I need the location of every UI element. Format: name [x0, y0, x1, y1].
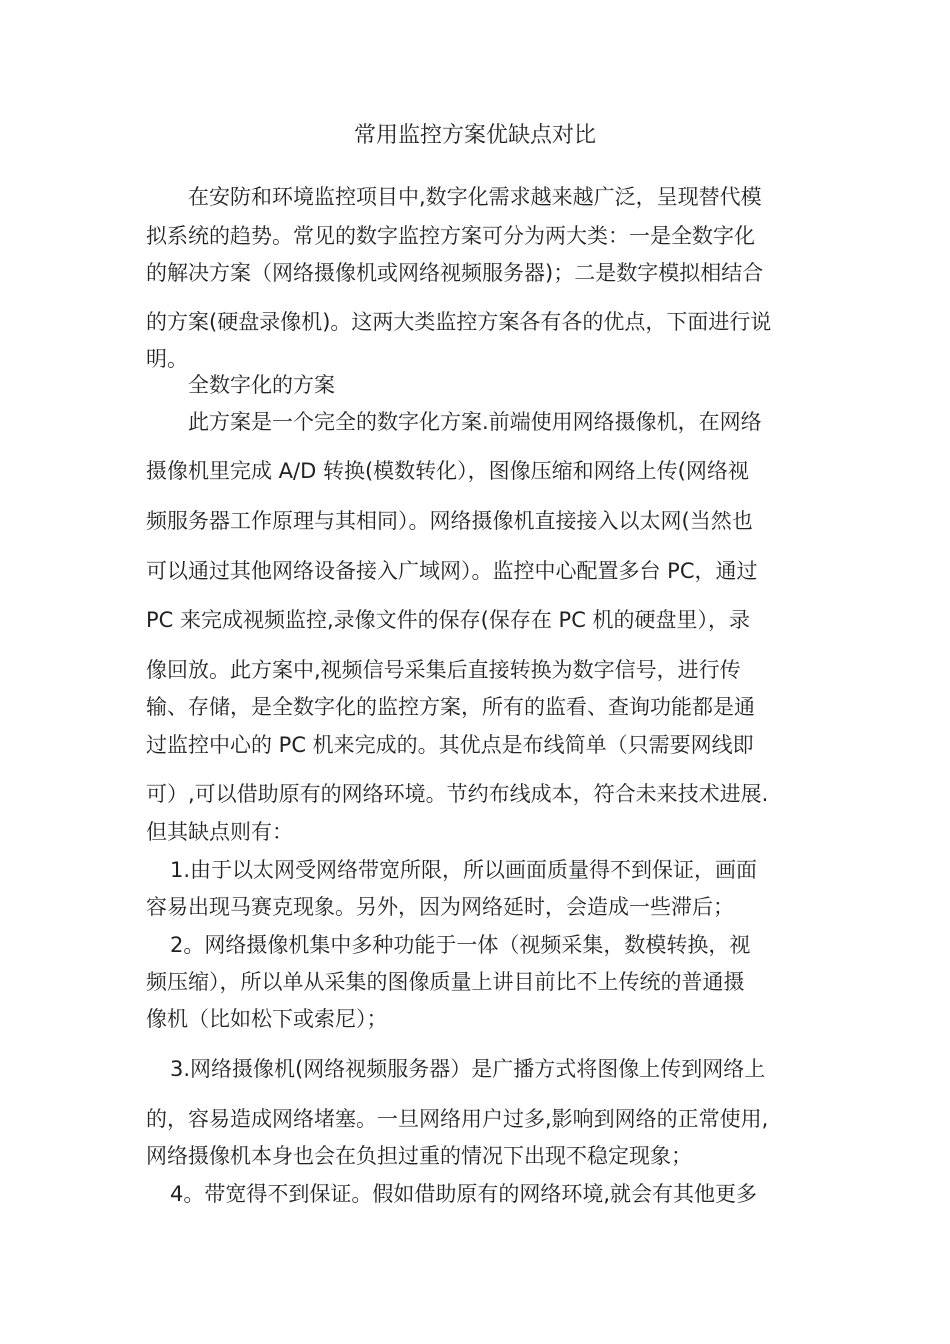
list-item-line: 网络摄像机本身也会在负担过重的情况下出现不稳定现象；	[146, 1144, 692, 1168]
list-item-line: 频压缩），所以单从采集的图像质量上讲目前比不上传统的普通摄	[146, 970, 745, 994]
paragraph-line: 频服务器工作原理与其相同）。网络摄像机直接接入以太网(当然也	[146, 509, 753, 533]
paragraph-line: 拟系统的趋势。常见的数字监控方案可分为两大类：一是全数字化	[146, 224, 755, 248]
paragraph-line: 明。	[146, 347, 188, 371]
paragraph-line: 输、存储，是全数字化的监控方案，所有的监看、查询功能都是通	[146, 695, 755, 719]
paragraph-line: 在安防和环境监控项目中,数字化需求越来越广泛，呈现替代模	[188, 185, 762, 209]
list-item-line: 1.由于以太网受网络带宽所限，所以画面质量得不到保证，画面	[170, 858, 758, 882]
document-title: 常用监控方案优缺点对比	[353, 123, 596, 148]
paragraph-line: 但其缺点则有：	[146, 820, 293, 844]
paragraph-line: 可）,可以借助原有的网络环境。节约布线成本，符合未来技术进展.	[146, 782, 769, 806]
paragraph-line: 此方案是一个完全的数字化方案.前端使用网络摄像机，在网络	[188, 410, 762, 434]
section-heading: 全数字化的方案	[188, 373, 335, 397]
paragraph-line: 像回放。此方案中,视频信号采集后直接转换为数字信号，进行传	[146, 658, 741, 682]
list-item-line: 像机（比如松下或索尼）；	[146, 1007, 388, 1031]
list-item-line: 3.网络摄像机(网络视频服务器）是广播方式将图像上传到网络上	[170, 1057, 766, 1081]
paragraph-line: 的方案(硬盘录像机)。这两大类监控方案各有各的优点，下面进行说	[146, 310, 772, 334]
list-item-line: 容易出现马赛克现象。另外，因为网络延时，会造成一些滞后；	[146, 895, 734, 919]
paragraph-line: 过监控中心的 PC 机来完成的。其优点是布线简单（只需要网线即	[146, 733, 754, 757]
paragraph-line: PC 来完成视频监控,录像文件的保存(保存在 PC 机的硬盘里），录	[146, 608, 751, 632]
paragraph-line: 摄像机里完成 A/D 转换(模数转化），图像压缩和网络上传(网络视	[146, 459, 749, 483]
list-item-line: 的，容易造成网络堵塞。一旦网络用户过多,影响到网络的正常使用,	[146, 1107, 769, 1131]
paragraph-line: 的解决方案（网络摄像机或网络视频服务器)；二是数字模拟相结合	[146, 261, 764, 285]
paragraph-line: 可以通过其他网络设备接入广域网）。监控中心配置多台 PC，通过	[146, 559, 758, 583]
list-item-line: 4。带宽得不到保证。假如借助原有的网络环境,就会有其他更多	[170, 1182, 758, 1206]
list-item-line: 2。网络摄像机集中多种功能于一体（视频采集，数模转换，视	[170, 933, 751, 957]
